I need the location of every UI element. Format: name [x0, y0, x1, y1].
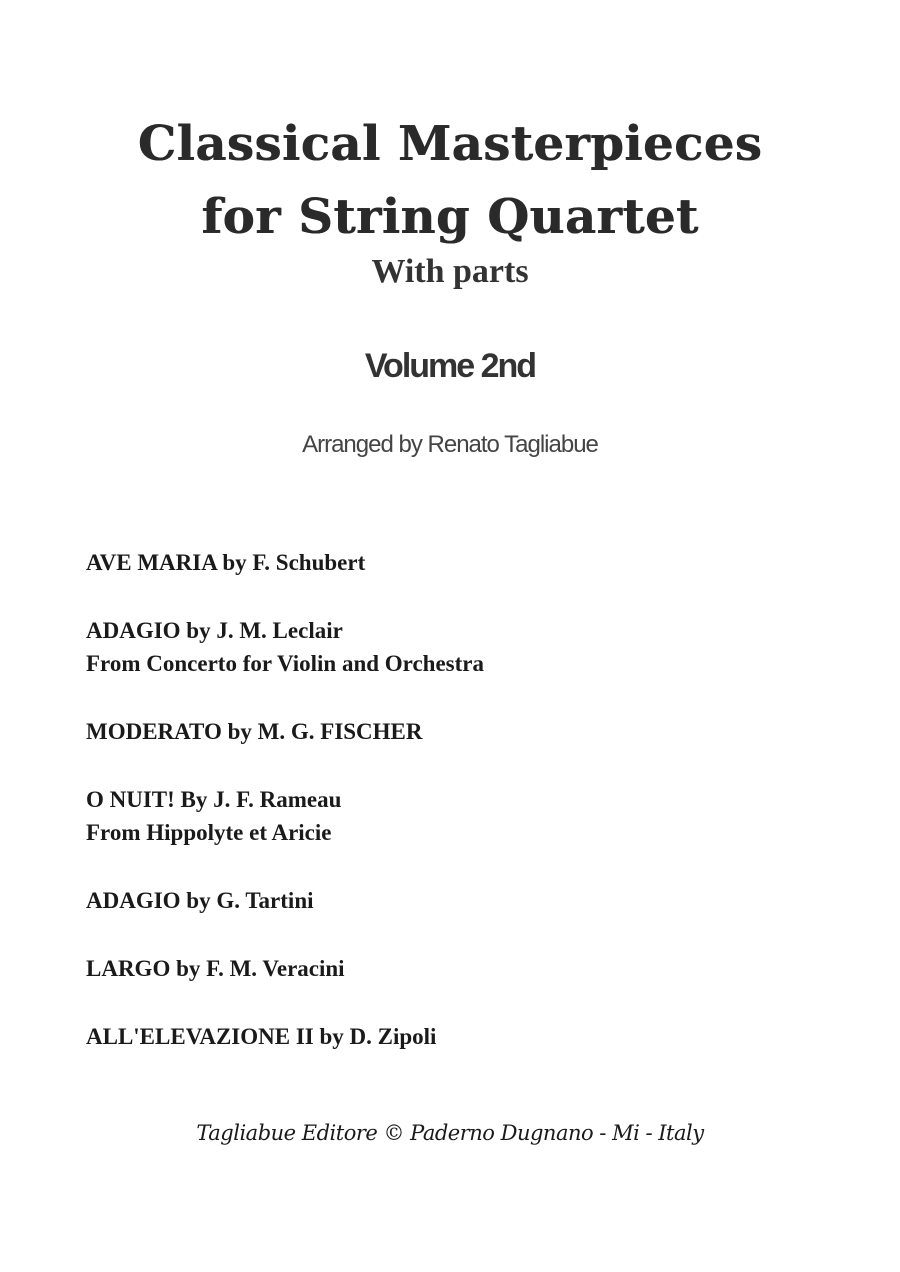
piece-source: From Hippolyte et Aricie: [86, 820, 332, 845]
piece-title: MODERATO by M. G. FISCHER: [86, 719, 423, 744]
contents-item: [86, 783, 866, 849]
contents-item: [86, 1020, 866, 1053]
piece-title: ALL'ELEVAZIONE II by D. Zipoli: [86, 1024, 437, 1049]
title-line-1: Classical Masterpieces: [137, 116, 763, 172]
piece-title: LARGO by F. M. Veracini: [86, 956, 345, 981]
contents-item: [86, 715, 866, 748]
contents-item: [86, 614, 866, 680]
piece-title: ADAGIO by G. Tartini: [86, 888, 314, 913]
publisher-footer: Tagliabue Editore © Paderno Dugnano - Mi - Italy: [196, 1121, 704, 1145]
title-line-2: for String Quartet: [201, 189, 699, 245]
piece-source: From Concerto for Violin and Orchestra: [86, 651, 484, 676]
volume-label: Volume 2nd: [364, 347, 536, 385]
piece-title: O NUIT! By J. F. Rameau: [86, 787, 342, 812]
piece-title: AVE MARIA by F. Schubert: [86, 550, 366, 575]
piece-title: ADAGIO by J. M. Leclair: [86, 618, 343, 643]
contents-list: [86, 546, 866, 1088]
arranger-credit: Arranged by Renato Tagliabue: [302, 431, 598, 458]
contents-item: [86, 546, 866, 579]
contents-item: [86, 952, 866, 985]
contents-item: [86, 884, 866, 917]
subtitle: With parts: [371, 253, 529, 290]
